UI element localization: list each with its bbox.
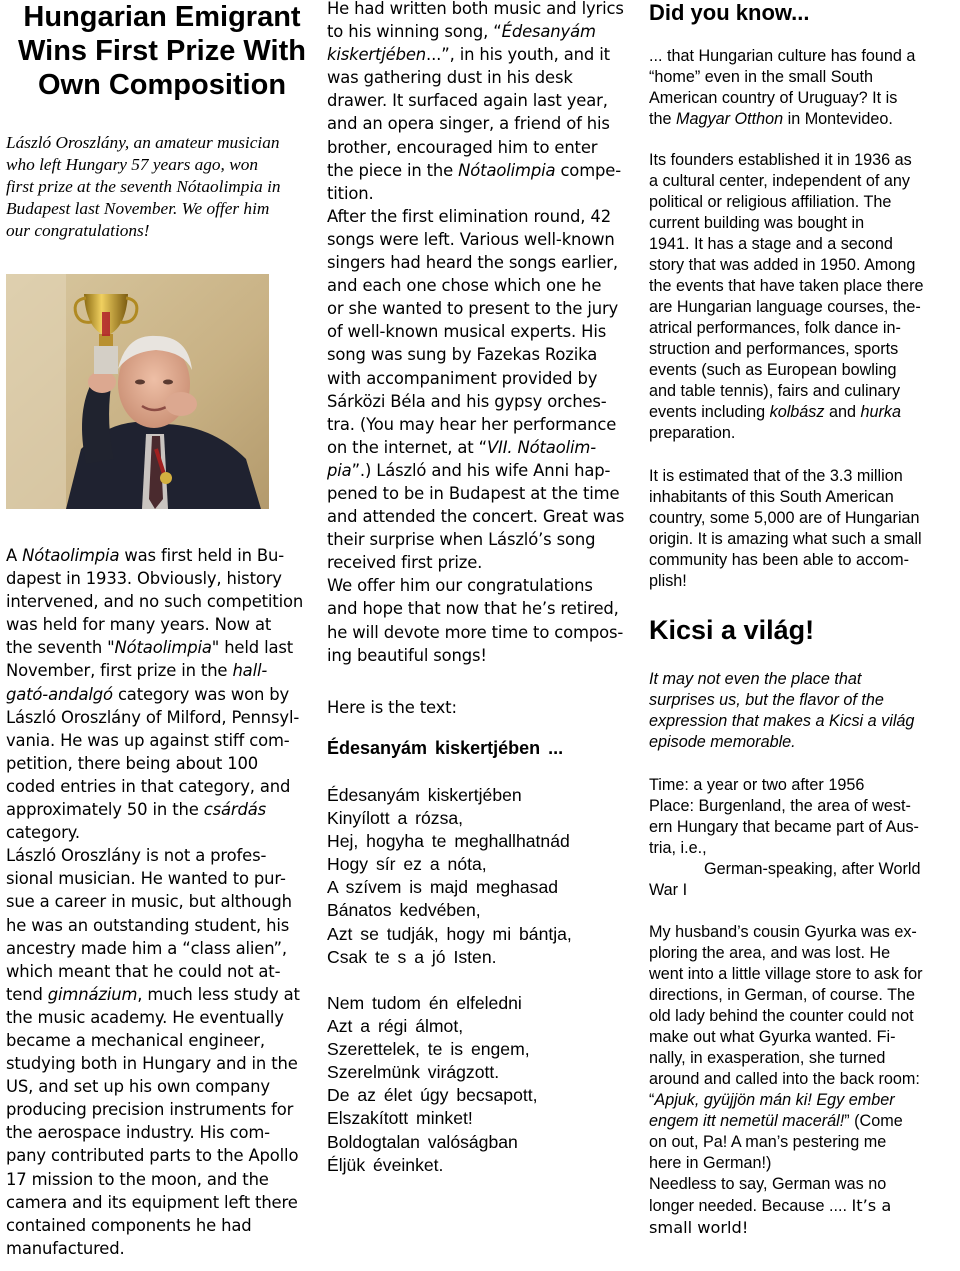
did-you-know-paragraph-2: Its founders established it in 1936 as a cultural center, independent of any political or religious affiliation. The current building was bought in 1941. It has a stage and a second story that was added in 1950. Among the events that have taken place there are Hungarian language courses, the- atrical performances, folk dance in- struction and performances, sports events (such as European bowling and table tennis), fairs and culinary events including kolbász and hurka preparation. — [649, 151, 924, 442]
poem-stanza-2: Nem tudom én elfeledni Azt a régi álmot, Szerettelek, te is engem, Szerelmünk virágzott. De az élet úgy becsapott, Elszakított minket! Boldogtalan valóságban Éljük éveinket. — [327, 993, 538, 1175]
photo-man-with-trophy — [6, 274, 269, 509]
kicsi-story: My husband’s cousin Gyurka was ex- ploring the area, and was lost. He went into a little village store to ask for directions, in German, of course. The old lady behind the counter could not make out what Gyurka wanted. Fi- nally, in exasperation, she turned around and called into the back room: “Apjuk, gyüjjön mán ki! Egy ember engem itt nemetül macerál!” (Come on out, Pa! A man’s pestering me here in German!) Needless to say, German was no longer needed. Because .... It’s a small world! — [649, 923, 923, 1237]
kicsi-intro: It may not even the place that surprises us, but the flavor of the expression that makes a Kicsi a világ episode memorable. — [649, 670, 915, 751]
article-headline: Hungarian Emigrant Wins First Prize With Own Composition — [18, 1, 306, 101]
kicsi-time-place: Time: a year or two after 1956 Place: Burgenland, the area of west- ern Hungary that became part of Aus- tria, i.e., German-speaking, after World War I — [649, 776, 921, 899]
did-you-know-paragraph-1: ... that Hungarian culture has found a “home” even in the small South American country of Uruguay? It is the Magyar Otthon in Montevideo. — [649, 47, 916, 128]
column-1 — [6, 0, 318, 1258]
article-body-col1: A Nótaolimpia was first held in Bu- dapest in 1933. Obviously, history intervened, and no such competition was held for many years. Now at the seventh "Nótaolimpia" held last November, first prize in the hall- gató-andalgó category was won by László Oroszlány of Milford, Pennsyl- vania. He was up against stiff com- petition, there being about 100 coded entries in that category, and approximately 50 in the csárdás category. László Oroszlány is not a profes- sional musician. He wanted to pur- sue a career in music, but although he was an outstanding student, his ancestry made him a “class alien”, which meant that he could not at- tend gimnázium, much less study at the music academy. He eventually became a mechanical engineer, studying both in Hungary and in the US, and set up his own company producing precision instruments for the aerospace industry. His com- pany contributed parts to the Apollo 17 mission to the moon, and the camera and its equipment left there contained components he had manufactured. — [6, 546, 304, 1258]
kicsi-a-vilag-heading: Kicsi a világ! — [649, 615, 815, 645]
article-body-col2: He had written both music and lyrics to his winning song, “Édesanyám kiskertjében...”, in his youth, and it was gathering dust in his desk drawer. It surfaced again last year, and an opera singer, a friend of his brother, encouraged him to enter the piece in the Nótaolimpia compe- tition. After the first elimination round, 42 songs were left. Various well-known singers had heard the songs earlier, and each one chose which one he or she wanted to present to the jury of well-known musical experts. His song was sung by Fazekas Rozika with accompaniment provided by Sárközi Béla and his gypsy orches- tra. (You may hear her performance on the internet, at “VII. Nótaolim- pia”.) László and his wife Anni hap- pened to be in Budapest at the time and attended the concert. Great was their surprise when László’s song received first prize. We offer him our congratulations and hope that now that he’s retired, he will devote more time to compos- ing beautiful songs! Here is the text: — [327, 0, 625, 717]
poem-stanza-1: Édesanyám kiskertjében Kinyílott a rózsa, Hej, hogyha te meghallhatnád Hogy sír ez a nóta, A szívem is majd meghasad Bánatos kedvében, Azt se tudják, hogy mi bántja, Csak te s a jó Isten. — [327, 785, 572, 967]
poem-title: Édesanyám kiskertjében ... — [327, 738, 564, 758]
did-you-know-heading: Did you know... — [649, 0, 810, 25]
did-you-know-paragraph-3: It is estimated that of the 3.3 million inhabitants of this South American country, some 5,000 are of Hungarian origin. It is amazing what such a small community has been able to accom- plish! — [649, 467, 922, 590]
article-lead: László Oroszlány, an amateur musician who left Hungary 57 years ago, won first prize at the seventh Nótaolimpia in Budapest last November. We offer him our congratulations! — [6, 133, 281, 240]
